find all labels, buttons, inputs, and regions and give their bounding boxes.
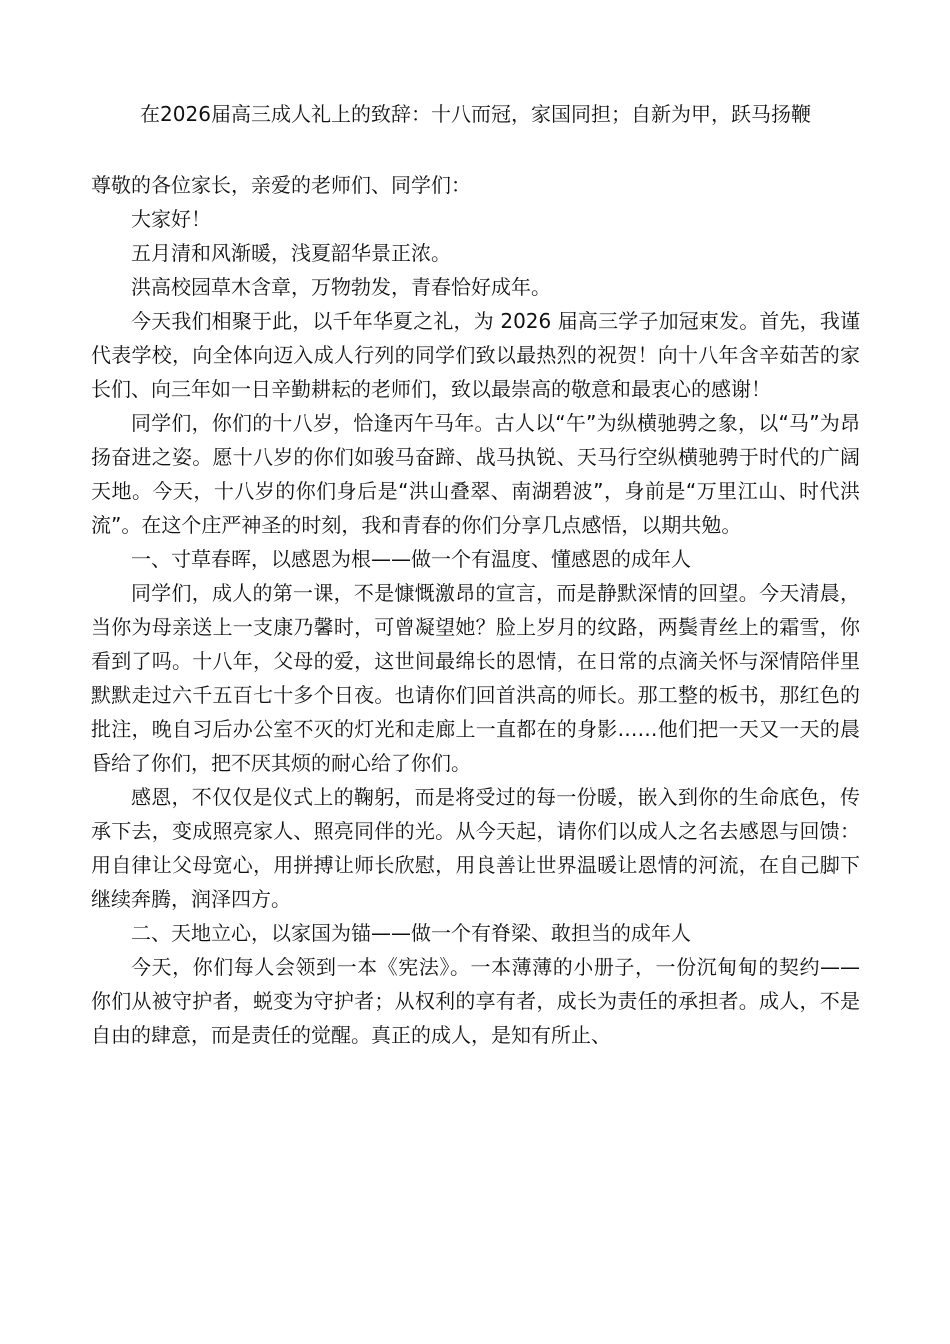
document-title: 在2026届高三成人礼上的致辞：十八而冠，家国同担；自新为甲，跃马扬鞭 bbox=[140, 102, 811, 126]
paragraph-campus: 洪高校园草木含章，万物勃发，青春恰好成年。 bbox=[131, 275, 551, 299]
paragraph-constitution: 今天，你们每人会领到一本《宪法》。一本薄薄的小册子，一份沉甸甸的契约——你们从被守护者，蜕变为守护者；从权利的享有者，成长为责任的承担者。成人，不是自由的肆意，而是责任的觉醒。真正的成人，是知有所止、 bbox=[91, 955, 860, 1047]
paragraph-gathering: 今天我们相聚于此，以千年华夏之礼，为 2026 届高三学子加冠束发。首先，我谨代表学校，向全体向迈入成人行列的同学们致以最热烈的祝贺！向十八年含辛茹苦的家长们、向三年如一日辛勤耕耘的老师们，致以最崇高的敬意和最衷心的感谢！ bbox=[91, 309, 860, 401]
section-heading-responsibility: 二、天地立心，以家国为锚——做一个有脊梁、敢担当的成年人 bbox=[131, 921, 691, 945]
salutation: 尊敬的各位家长，亲爱的老师们、同学们： bbox=[91, 173, 471, 197]
paragraph-greeting: 大家好！ bbox=[131, 207, 211, 231]
paragraph-horse-year: 同学们，你们的十八岁，恰逢丙午马年。古人以“午”为纵横驰骋之象，以“马”为昂扬奋进之姿。愿十八岁的你们如骏马奋蹄、战马执锐、天马行空纵横驰骋于时代的广阔天地。今天，十八岁的你们身后是“洪山叠翠、南湖碧波”，身前是“万里江山、时代洪流”。在这个庄严神圣的时刻，我和青春的你们分享几点感悟，以期共勉。 bbox=[91, 411, 860, 537]
paragraph-gratitude-2: 感恩，不仅仅是仪式上的鞠躬，而是将受过的每一份暖，嵌入到你的生命底色，传承下去，变成照亮家人、照亮同伴的光。从今天起，请你们以成人之名去感恩与回馈：用自律让父母宽心，用拼搏让师长欣慰，用良善让世界温暖让恩情的河流，在自己脚下继续奔腾，润泽四方。 bbox=[91, 785, 860, 911]
section-heading-gratitude: 一、寸草春晖，以感恩为根——做一个有温度、懂感恩的成年人 bbox=[131, 547, 691, 571]
paragraph-gratitude-1: 同学们，成人的第一课，不是慷慨激昂的宣言，而是静默深情的回望。今天清晨，当你为母亲送上一支康乃馨时，可曾凝望她？脸上岁月的纹路，两鬓青丝上的霜雪，你看到了吗。十八年，父母的爱，这世间最绵长的恩情，在日常的点滴关怀与深情陪伴里默默走过六千五百七十多个日夜。也请你们回首洪高的师长。那工整的板书，那红色的批注，晚自习后办公室不灭的灯光和走廊上一直都在的身影……他们把一天又一天的晨昏给了你们，把不厌其烦的耐心给了你们。 bbox=[91, 581, 860, 775]
paragraph-season: 五月清和风渐暖，浅夏韶华景正浓。 bbox=[131, 241, 451, 265]
document-body bbox=[91, 168, 860, 1052]
